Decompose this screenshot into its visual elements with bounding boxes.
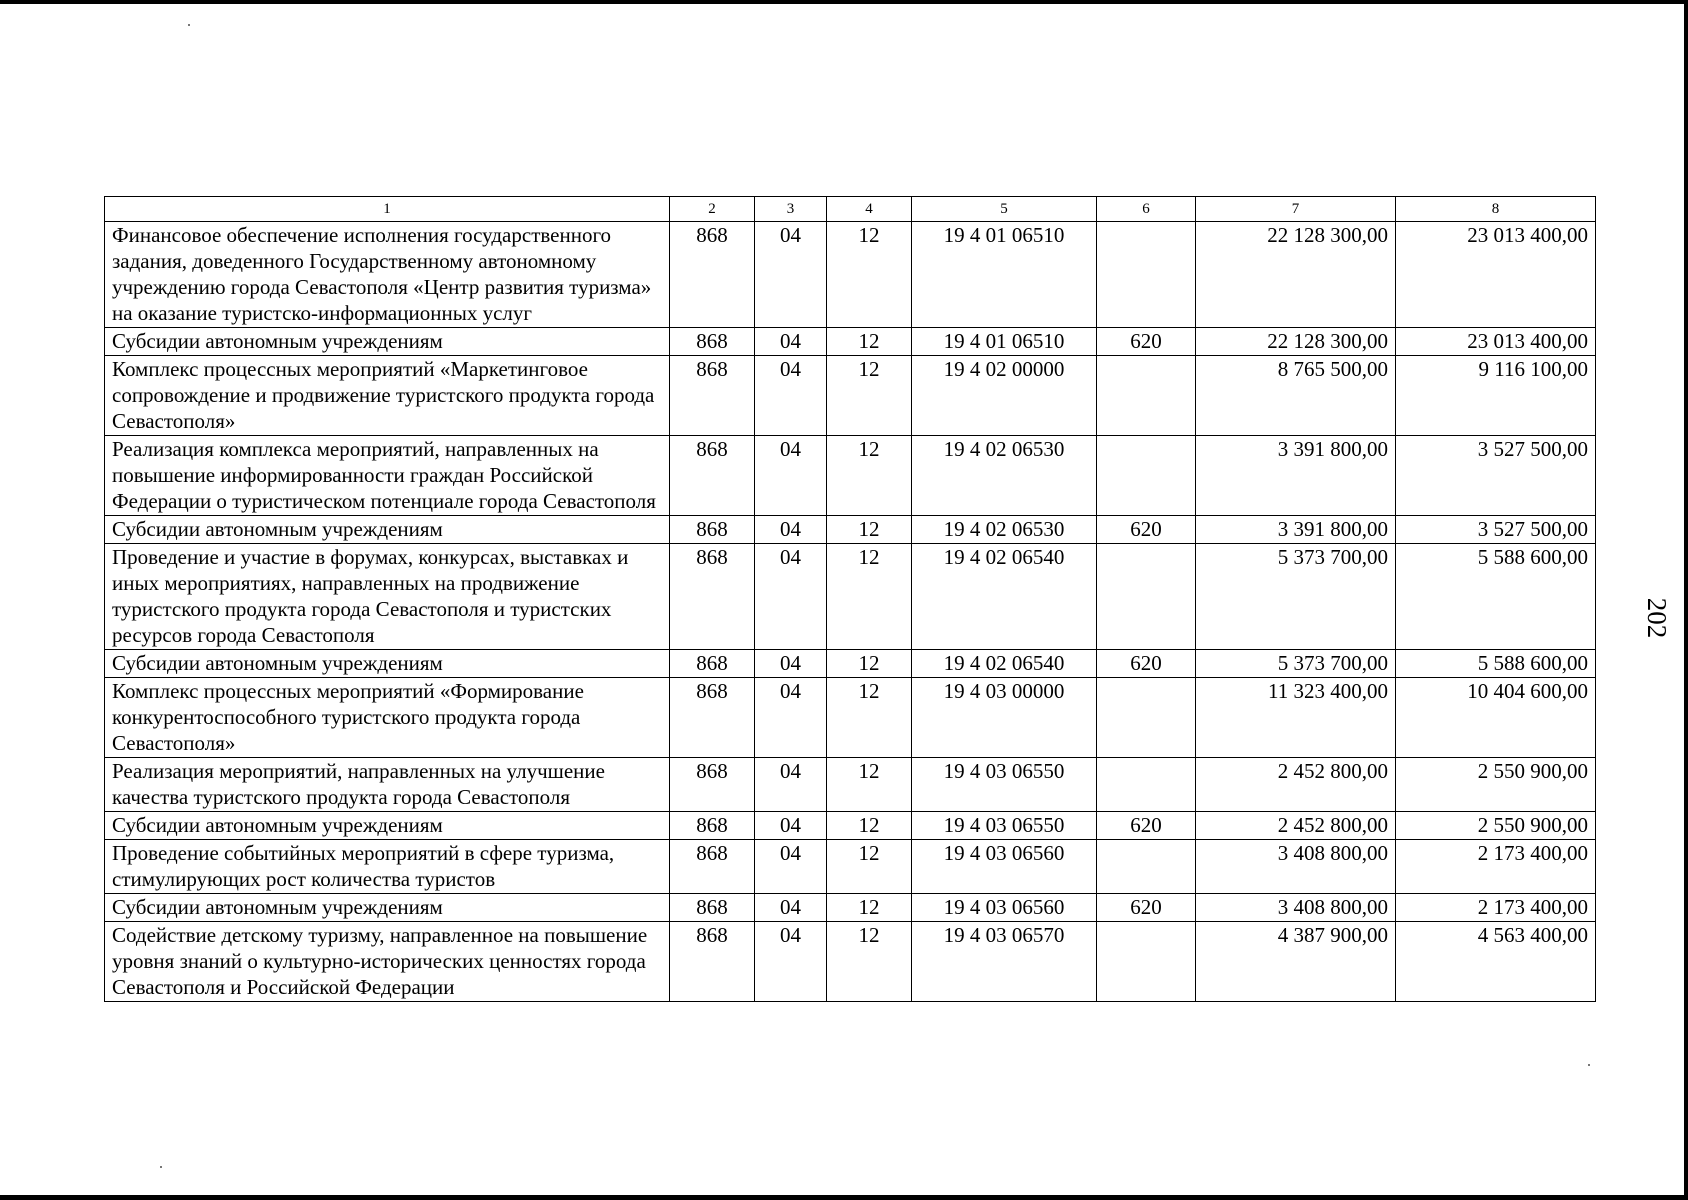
amount-year2-cell: 9 116 100,00 [1396,356,1596,436]
row-name-cell: Проведение событийных мероприятий в сфере туризма, стимулирующих рост количества туристов [105,840,670,894]
expense-type-cell [1097,222,1196,328]
section-code-cell: 04 [755,516,827,544]
budget-table [104,196,1596,1002]
amount-year1-cell: 3 408 800,00 [1196,840,1396,894]
expense-type-cell [1097,544,1196,650]
page-number: 202 [1642,597,1672,639]
expense-type-cell: 620 [1097,516,1196,544]
amount-year2-cell: 3 527 500,00 [1396,436,1596,516]
subsection-code-cell: 12 [827,516,912,544]
expense-type-cell [1097,678,1196,758]
amount-year2-cell: 23 013 400,00 [1396,328,1596,356]
subsection-code-cell: 12 [827,840,912,894]
section-code-cell: 04 [755,436,827,516]
row-name-cell: Комплекс процессных мероприятий «Маркетинговое сопровождение и продвижение туристского продукта города Севастополя» [105,356,670,436]
amount-year1-cell: 2 452 800,00 [1196,812,1396,840]
target-article-cell: 19 4 03 06570 [912,922,1097,1002]
subsection-code-cell: 12 [827,222,912,328]
ved-code-cell: 868 [670,840,755,894]
table-row [105,516,1596,544]
row-name-cell: Субсидии автономным учреждениям [105,328,670,356]
row-name-cell: Субсидии автономным учреждениям [105,812,670,840]
header-cell: 1 [105,197,670,222]
header-cell: 8 [1396,197,1596,222]
target-article-cell: 19 4 01 06510 [912,222,1097,328]
row-name-cell: Финансовое обеспечение исполнения государственного задания, доведенного Государственному автономному учреждению города Севастополя «Центр развития туризма» на оказание туристско-информационных услуг [105,222,670,328]
header-cell: 3 [755,197,827,222]
ved-code-cell: 868 [670,328,755,356]
table-row [105,840,1596,894]
subsection-code-cell: 12 [827,650,912,678]
amount-year1-cell: 3 391 800,00 [1196,436,1396,516]
ved-code-cell: 868 [670,758,755,812]
subsection-code-cell: 12 [827,544,912,650]
header-cell: 7 [1196,197,1396,222]
section-code-cell: 04 [755,356,827,436]
header-row [105,197,1596,222]
table-row [105,650,1596,678]
row-name-cell: Субсидии автономным учреждениям [105,894,670,922]
amount-year1-cell: 5 373 700,00 [1196,650,1396,678]
target-article-cell: 19 4 03 06560 [912,894,1097,922]
target-article-cell: 19 4 02 00000 [912,356,1097,436]
amount-year1-cell: 22 128 300,00 [1196,222,1396,328]
expense-type-cell [1097,436,1196,516]
row-name-cell: Реализация мероприятий, направленных на улучшение качества туристского продукта города Севастополя [105,758,670,812]
amount-year2-cell: 3 527 500,00 [1396,516,1596,544]
target-article-cell: 19 4 02 06540 [912,650,1097,678]
ved-code-cell: 868 [670,356,755,436]
row-name-cell: Содействие детскому туризму, направленное на повышение уровня знаний о культурно-исторических ценностях города Севастополя и Российской Федерации [105,922,670,1002]
amount-year2-cell: 2 173 400,00 [1396,840,1596,894]
amount-year2-cell: 2 550 900,00 [1396,812,1596,840]
target-article-cell: 19 4 01 06510 [912,328,1097,356]
target-article-cell: 19 4 02 06530 [912,516,1097,544]
header-cell: 5 [912,197,1097,222]
target-article-cell: 19 4 03 06560 [912,840,1097,894]
target-article-cell: 19 4 03 06550 [912,758,1097,812]
section-code-cell: 04 [755,894,827,922]
expense-type-cell: 620 [1097,812,1196,840]
amount-year1-cell: 5 373 700,00 [1196,544,1396,650]
subsection-code-cell: 12 [827,436,912,516]
amount-year2-cell: 5 588 600,00 [1396,650,1596,678]
section-code-cell: 04 [755,922,827,1002]
expense-type-cell [1097,922,1196,1002]
section-code-cell: 04 [755,812,827,840]
ved-code-cell: 868 [670,222,755,328]
table-row [105,678,1596,758]
ved-code-cell: 868 [670,516,755,544]
amount-year1-cell: 8 765 500,00 [1196,356,1396,436]
scan-speck [188,24,190,26]
amount-year2-cell: 5 588 600,00 [1396,544,1596,650]
table-row [105,222,1596,328]
section-code-cell: 04 [755,650,827,678]
amount-year1-cell: 4 387 900,00 [1196,922,1396,1002]
ved-code-cell: 868 [670,922,755,1002]
table-row [105,922,1596,1002]
ved-code-cell: 868 [670,650,755,678]
expense-type-cell [1097,356,1196,436]
row-name-cell: Комплекс процессных мероприятий «Формирование конкурентоспособного туристского продукта города Севастополя» [105,678,670,758]
amount-year2-cell: 2 550 900,00 [1396,758,1596,812]
section-code-cell: 04 [755,544,827,650]
header-cell: 4 [827,197,912,222]
row-name-cell: Субсидии автономным учреждениям [105,650,670,678]
amount-year1-cell: 2 452 800,00 [1196,758,1396,812]
row-name-cell: Субсидии автономным учреждениям [105,516,670,544]
amount-year2-cell: 23 013 400,00 [1396,222,1596,328]
header-cell: 6 [1097,197,1196,222]
row-name-cell: Проведение и участие в форумах, конкурсах, выставках и иных мероприятиях, направленных на продвижение туристского продукта города Севастополя и туристских ресурсов города Севастополя [105,544,670,650]
expense-type-cell: 620 [1097,894,1196,922]
amount-year1-cell: 11 323 400,00 [1196,678,1396,758]
amount-year1-cell: 3 408 800,00 [1196,894,1396,922]
subsection-code-cell: 12 [827,922,912,1002]
subsection-code-cell: 12 [827,758,912,812]
scan-speck [160,1166,162,1168]
subsection-code-cell: 12 [827,678,912,758]
expense-type-cell [1097,840,1196,894]
scan-speck [1588,1064,1590,1066]
subsection-code-cell: 12 [827,894,912,922]
amount-year2-cell: 2 173 400,00 [1396,894,1596,922]
amount-year2-cell: 10 404 600,00 [1396,678,1596,758]
table-row [105,758,1596,812]
expense-type-cell [1097,758,1196,812]
table-row [105,812,1596,840]
expense-type-cell: 620 [1097,650,1196,678]
target-article-cell: 19 4 02 06540 [912,544,1097,650]
table-row [105,894,1596,922]
table-row [105,436,1596,516]
target-article-cell: 19 4 03 00000 [912,678,1097,758]
table-row [105,356,1596,436]
subsection-code-cell: 12 [827,328,912,356]
row-name-cell: Реализация комплекса мероприятий, направленных на повышение информированности граждан Российской Федерации о туристическом потенциале города Севастополя [105,436,670,516]
ved-code-cell: 868 [670,812,755,840]
target-article-cell: 19 4 03 06550 [912,812,1097,840]
section-code-cell: 04 [755,678,827,758]
section-code-cell: 04 [755,840,827,894]
amount-year1-cell: 22 128 300,00 [1196,328,1396,356]
ved-code-cell: 868 [670,544,755,650]
amount-year1-cell: 3 391 800,00 [1196,516,1396,544]
subsection-code-cell: 12 [827,356,912,436]
section-code-cell: 04 [755,222,827,328]
section-code-cell: 04 [755,758,827,812]
amount-year2-cell: 4 563 400,00 [1396,922,1596,1002]
ved-code-cell: 868 [670,678,755,758]
table-row [105,544,1596,650]
ved-code-cell: 868 [670,894,755,922]
table-body [105,197,1596,1002]
expense-type-cell: 620 [1097,328,1196,356]
subsection-code-cell: 12 [827,812,912,840]
target-article-cell: 19 4 02 06530 [912,436,1097,516]
section-code-cell: 04 [755,328,827,356]
header-cell: 2 [670,197,755,222]
ved-code-cell: 868 [670,436,755,516]
table-row [105,328,1596,356]
